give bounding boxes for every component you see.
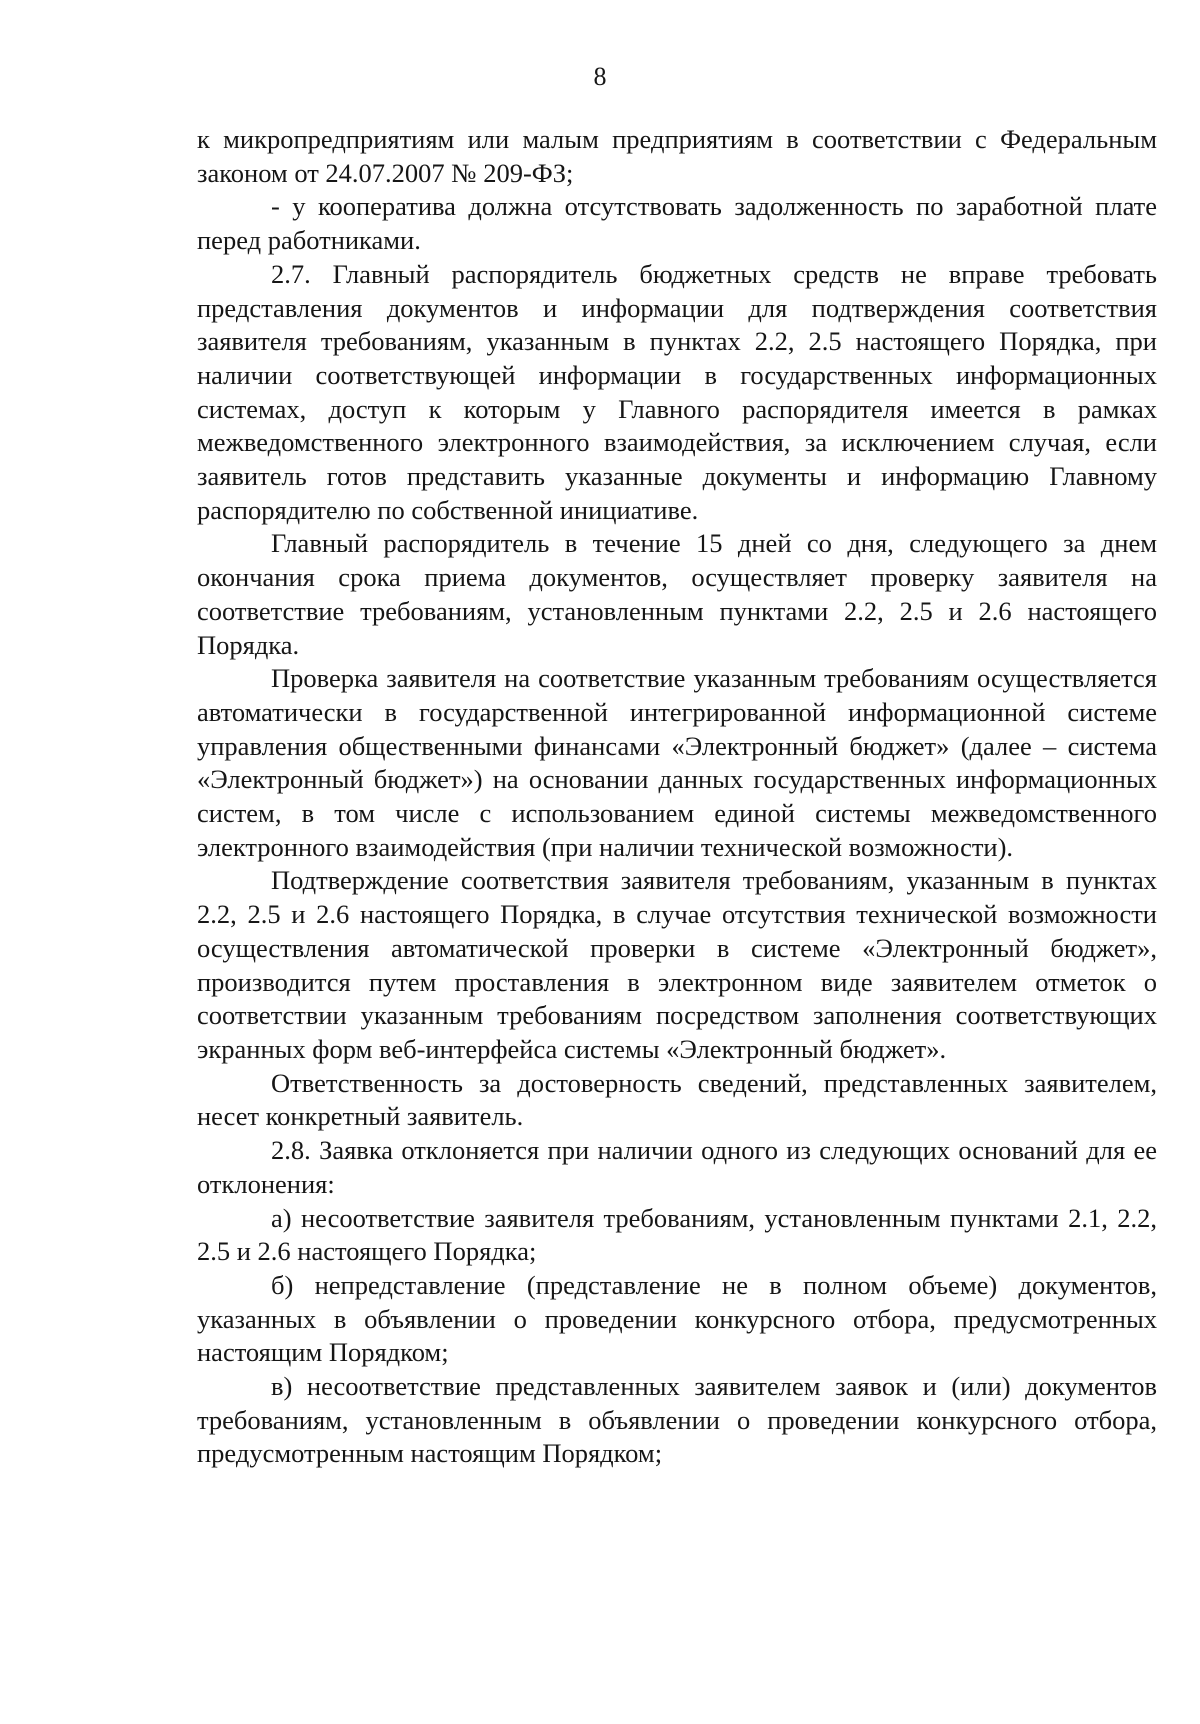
paragraph-no-wage-debt: - у кооператива должна отсутствовать задолженность по заработной плате перед работниками.	[197, 191, 1157, 256]
list-item-a: а) несоответствие заявителя требованиям, установленным пунктами 2.1, 2.2, 2.5 и 2.6 настоящего Порядка;	[197, 1202, 1157, 1267]
paragraph-2-8-rejection-grounds: 2.8. Заявка отклоняется при наличии одного из следующих оснований для ее отклонения:	[197, 1135, 1157, 1199]
paragraph-2-7-no-document-demand: 2.7. Главный распорядитель бюджетных средств не вправе требовать представления документов и информации для подтверждения соответствия заявителя требованиям, указанным в пунктах 2.2, 2.5 настоящего Порядка, при наличии соответствующей информации в государственных информационных системах, доступ к которым у Главного распорядителя имеется в рамках межведомственного электронного взаимодействия, за исключением случая, если заявитель готов представить указанные документы и информацию Главному распорядителю по собственной инициативе.	[197, 258, 1157, 525]
paragraph-confirmation-by-marks: Подтверждение соответствия заявителя требованиям, указанным в пунктах 2.2, 2.5 и 2.6 настоящего Порядка, в случае отсутствия технической возможности осуществления автоматической проверки в системе «Электронный бюджет», производится путем проставления в электронном виде заявителем отметок о соответствии указанным требованиям посредством заполнения соответствующих экранных форм веб-интерфейса системы «Электронный бюджет».	[197, 865, 1157, 1064]
page-number: 8	[593, 62, 607, 91]
paragraph-check-within-15-days: Главный распорядитель в течение 15 дней со дня, следующего за днем окончания срока приема документов, осуществляет проверку заявителя на соответствие требованиям, установленным пунктами 2.2, 2.5 и 2.6 настоящего Порядка.	[197, 528, 1157, 660]
paragraph-continuation-microenterprises: к микропредприятиям или малым предприятиям в соответствии с Федеральным законом от 24.07.2007 № 209-ФЗ;	[197, 124, 1157, 188]
list-item-b: б) непредставление (представление не в полном объеме) документов, указанных в объявлении о проведении конкурсного отбора, предусмотренных настоящим Порядком;	[197, 1269, 1157, 1368]
document-body	[197, 123, 1157, 1471]
list-item-v: в) несоответствие представленных заявителем заявок и (или) документов требованиям, установленным в объявлении о проведении конкурсного отбора, предусмотренным настоящим Порядком;	[197, 1371, 1157, 1469]
paragraph-responsibility: Ответственность за достоверность сведений, представленных заявителем, несет конкретный заявитель.	[197, 1067, 1157, 1132]
paragraph-automatic-check-electronic-budget: Проверка заявителя на соответствие указанным требованиям осуществляется автоматически в государственной интегрированной информационной системе управления общественными финансами «Электронный бюджет» (далее – система «Электронный бюджет») на основании данных государственных информационных систем, в том числе с использованием единой системы межведомственного электронного взаимодействия (при наличии технической возможности).	[197, 663, 1157, 862]
